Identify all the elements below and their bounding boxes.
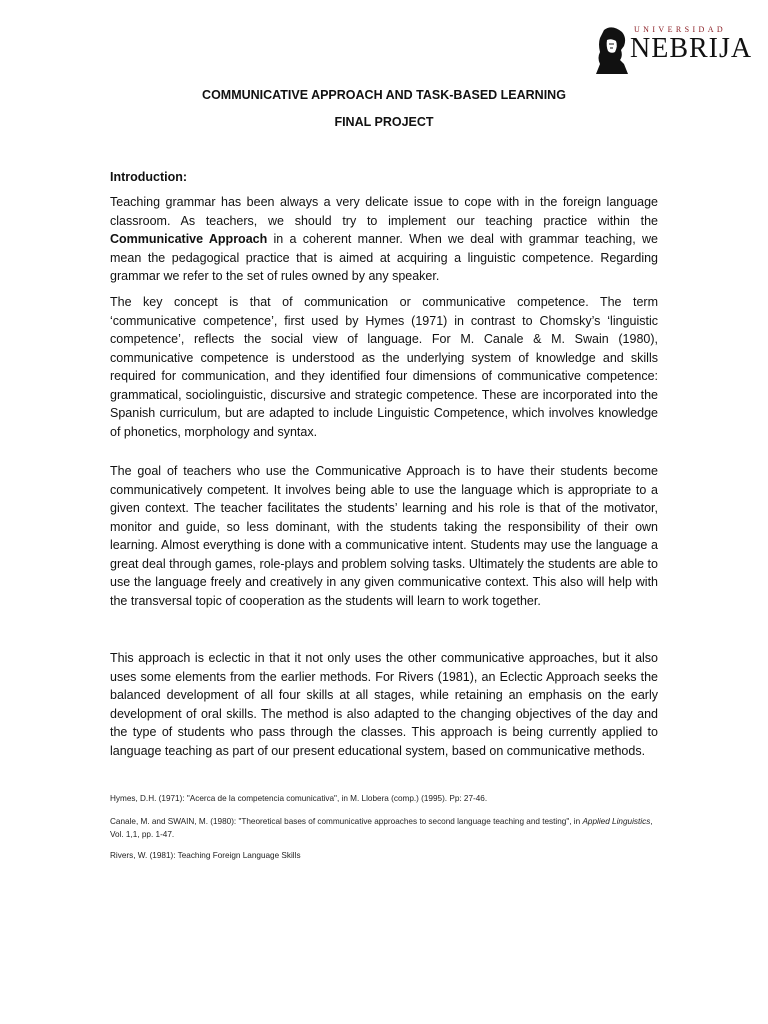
reference-journal-title: Applied Linguistics [582, 817, 651, 826]
nebrija-portrait-icon [594, 26, 630, 74]
document-title: COMMUNICATIVE APPROACH AND TASK-BASED LEARNING [202, 88, 566, 102]
paragraph-1-text-a: Teaching grammar has been always a very delicate issue to cope with in the foreign language classroom. As teachers, we should try to implement our teaching practice within the [110, 195, 658, 228]
paragraph-4: This approach is eclectic in that it not only uses the other communicative approaches, but it also uses some elements from the earlier methods. For Rivers (1981), an Eclectic Approach seeks the balanced development of all four skills at all stages, while retaining an emphasis on the early development of oral skills. The method is also adapted to the changing objectives of the day and the type of students who pass through the classes. This approach is being currently applied to language teaching as part of our present educational system, based on communicative methods. [110, 651, 658, 758]
paragraph-3: The goal of teachers who use the Communicative Approach is to have their students become communicatively competent. It involves being able to use the language which is appropriate to a given context. The teacher facilitates the students’ learning and his role is that of the motivator, monitor and guide, so less dominant, with the students taking the responsibility of their own learning. Almost everything is done with a communicative intent. Students may use the language a great deal through games, role-plays and problem solving tasks. Ultimately the students are able to use the language freely and creatively in any given communicative context. This also will help with the transversal topic of cooperation as the students will learn to work together. [110, 464, 658, 608]
university-logo [594, 24, 753, 80]
section-heading-introduction: Introduction: [110, 170, 188, 184]
paragraph-1-text-b: in a coherent manner. When we deal with grammar teaching, we mean the pedagogical practice that is aimed at acquiring a linguistic competence. Regarding grammar we refer to the set of rules owned by any speaker. [110, 232, 658, 283]
logo-nebrija-text: NEBRIJA [630, 33, 753, 64]
reference-canale-swain [110, 815, 658, 841]
reference-rivers: Rivers, W. (1981): Teaching Foreign Language Skills [110, 851, 301, 860]
paragraph-1-bold-term: Communicative Approach [110, 232, 268, 246]
reference-canale-swain-text-b: , Vol. 1,1, pp. 1-47. [110, 817, 653, 839]
paragraph-1 [110, 193, 658, 286]
reference-canale-swain-text-a: Canale, M. and SWAIN, M. (1980): "Theoretical bases of communicative approaches to second language teaching and testing", in [110, 817, 583, 826]
reference-hymes: Hymes, D.H. (1971): "Acerca de la competencia comunicativa", in M. Llobera (comp.) (1995). Pp: 27-46. [110, 794, 488, 803]
paragraph-2: The key concept is that of communication or communicative competence. The term ‘communicative competence’, first used by Hymes (1971) in contrast to Chomsky’s ‘linguistic competence’, reflects the social view of language. For M. Canale & M. Swain (1980), communicative competence is understood as the underlying system of knowledge and skills required for communication, and they identified four dimensions of communicative competence: grammatical, sociolinguistic, discursive and strategic competence. These are incorporated into the Spanish curriculum, but are adapted to include Linguistic Competence, which involves knowledge of phonetics, morphology and syntax. [110, 295, 658, 439]
logo-university-text: UNIVERSIDAD [634, 25, 727, 34]
document-subtitle: FINAL PROJECT [334, 115, 434, 129]
